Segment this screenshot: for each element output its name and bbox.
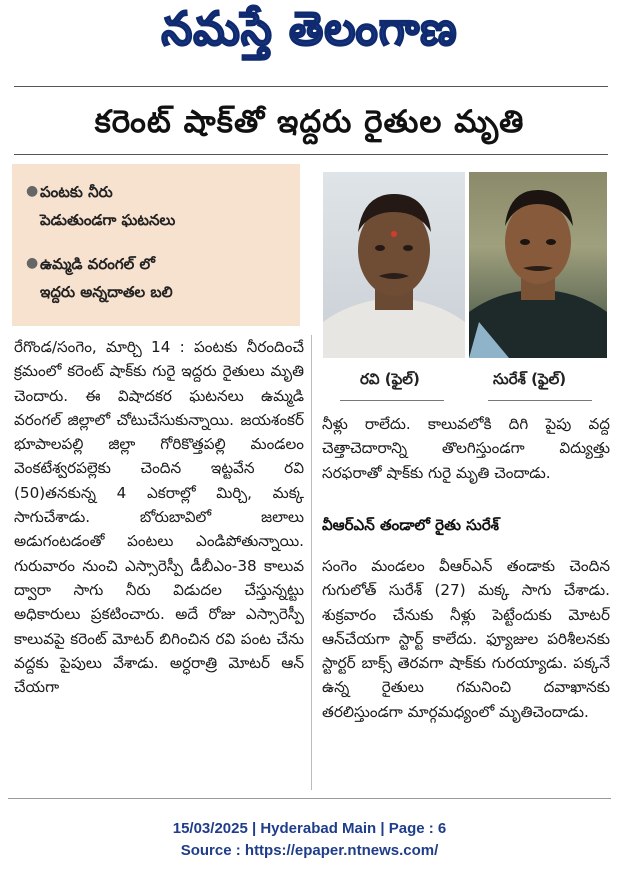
highlight-line: పెడుతుండగా ఘటనలు: [40, 211, 176, 229]
bullet-icon: ●: [26, 183, 39, 199]
headline-rule: [14, 154, 608, 155]
article-paragraph: రేగొండ/సంగెం, మార్చి 14 : పంటకు నీరందించే క్రమంలో కరెంట్ షాక్‌కు గురై ఇద్దరు రైతులు మృతి చెందారు. ఈ విషాదకర ఘటనలు ఉమ్మడి వరంగల్ జిల్లాలో చోటుచేసుకున్నాయి. జయశంకర్ భూపాలపల్లి జిల్లా గోరికొత్తపల్లి మండలం వెంకటేశ్వరపల్లెకు చెందిన ఇట్టవేన రవి (50)తనకున్న 4 ఎకరాల్లో మిర్చి, మక్క సాగుచేశాడు. బోరుబావిలో జలాలు అడుగంటడంతో పంటలు ఎండిపోతున్నాయి. గురువారం నుంచి ఎస్సారెస్పీ డీబీఎం-38 కాలువ ద్వారా సాగు నీరు విడుదల చేస్తున్నట్టు అధికారులు ప్రకటించారు. అదే రోజు ఎస్సారెస్పీ కాలువపై కరెంట్ మోటర్ బిగించిన రవి పంట చేను వద్దకు పైపులు వేశాడు. అర్ధరాత్రి మోటర్ ఆన్ చేయగా: [14, 338, 304, 697]
photo-caption-suresh: సురేశ్ (ఫైల్): [493, 370, 567, 388]
highlight-item: [26, 178, 290, 234]
highlight-line: ఉమ్మడి వరంగల్ లో: [40, 255, 155, 273]
article-column-right-bottom: [322, 554, 610, 724]
photo-ravi: [323, 172, 465, 358]
footer-edition: 15/03/2025 | Hyderabad Main | Page : 6: [172, 820, 447, 837]
article-subheading: వీఆర్ఎన్ తండాలో రైతు సురేశ్: [322, 516, 500, 534]
article-paragraph: సంగెం మండలం వీఆర్ఎన్ తండాకు చెందిన గుగులోత్ సురేశ్ (27) మక్క సాగు చేశాడు. శుక్రవారం చేనుకు నీళ్లు పెట్టేందుకు మోటర్ ఆన్‌చేయగా స్టార్ట్ కాలేదు. ఫ్యూజుల పరిశీలనకు స్టార్టర్ బాక్స్ తెరవగా షాక్‌కు గురయ్యాడు. పక్కనే ఉన్న రైతులు గమనించి దవాఖానకు తరలిస్తుండగా మార్గమధ్యంలో మృతిచెందాడు.: [322, 557, 610, 721]
bullet-icon: ●: [26, 255, 39, 271]
highlight-item: [26, 250, 290, 306]
masthead-title: నమస్తే తెలంగాణ: [161, 2, 458, 56]
column-divider: [311, 335, 312, 790]
article-column-left: [14, 335, 304, 699]
highlight-line: పంటకు నీరు: [40, 183, 113, 201]
article-column-right-top: [322, 412, 610, 485]
article-paragraph: నీళ్లు రాలేదు. కాలువలోకి దిగి పైపు వద్ద చెత్తాచెదారాన్ని తొలగిస్తుండగా విద్యుత్తు సరఫరాతో షాక్‌కు గురై మృతి చెందాడు.: [322, 415, 610, 482]
article-headline: కరెంట్ షాక్‌తో ఇద్దరు రైతుల మృతి: [94, 104, 525, 140]
masthead: [0, 4, 619, 74]
caption-underline: [340, 400, 444, 401]
highlight-line: ఇద్దరు అన్నదాతల బలి: [40, 283, 173, 301]
portrait-ravi-image: [323, 172, 465, 358]
masthead-rule: [14, 86, 608, 87]
footer-source: Source : https://epaper.ntnews.com/: [180, 842, 439, 859]
photo-caption-ravi: రవి (ఫైల్): [360, 370, 420, 388]
highlights-box: [12, 164, 300, 326]
footer-rule: [8, 798, 611, 799]
caption-underline: [488, 400, 592, 401]
portrait-suresh-image: [469, 172, 607, 358]
photo-suresh: [469, 172, 607, 358]
